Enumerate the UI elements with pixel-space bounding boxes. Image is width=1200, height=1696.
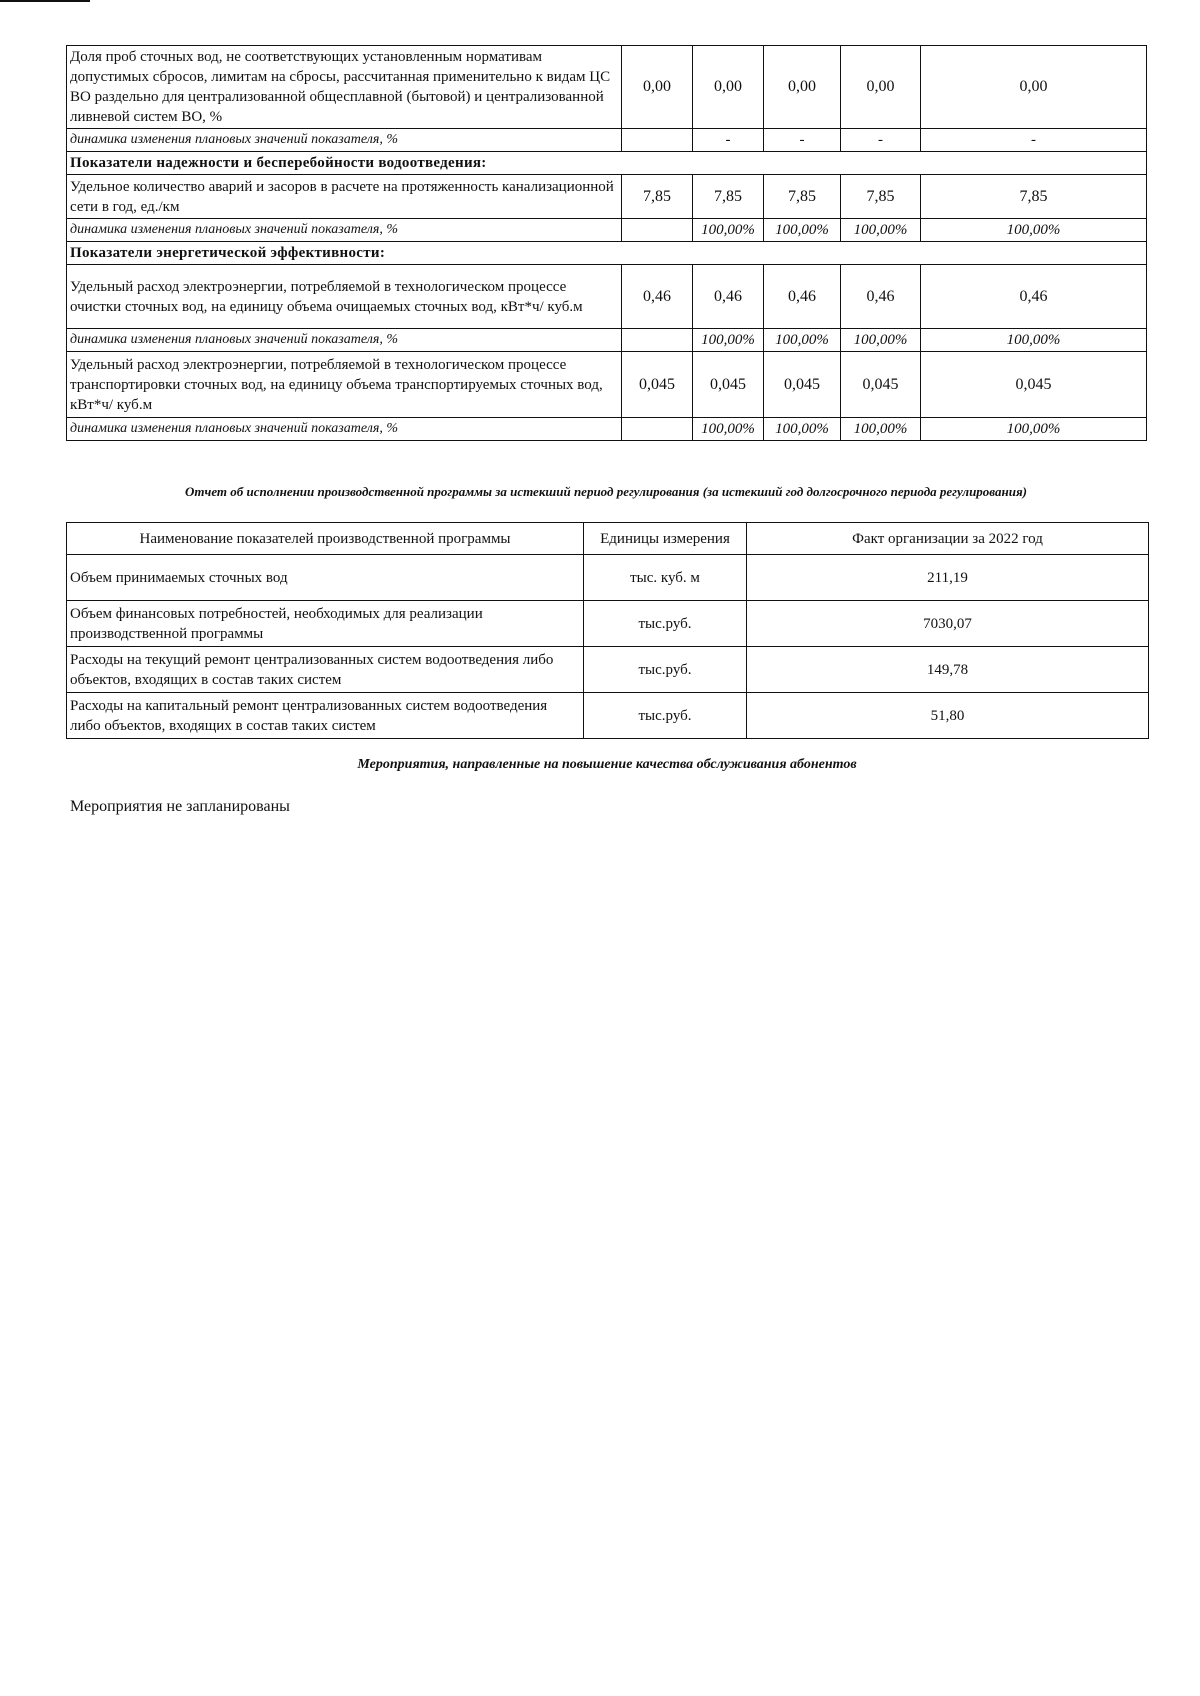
dynamics-value: 100,00%	[921, 329, 1147, 352]
dynamics-value	[622, 418, 693, 441]
column-header-unit: Единицы измерения	[584, 523, 747, 555]
table-row	[67, 352, 1147, 418]
report-row-unit: тыс. куб. м	[584, 555, 747, 601]
table-row	[67, 46, 1147, 129]
dynamics-value: 100,00%	[693, 418, 764, 441]
measures-heading: Мероприятия, направленные на повышение качества обслуживания абонентов	[357, 757, 857, 772]
report-row	[67, 693, 1149, 739]
table-row	[67, 418, 1147, 441]
dynamics-label: динамика изменения плановых значений показателя, %	[67, 129, 622, 152]
indicator-value: 0,46	[921, 265, 1147, 329]
dynamics-value	[622, 329, 693, 352]
dynamics-value: 100,00%	[921, 219, 1147, 242]
top-rule	[0, 0, 90, 2]
dynamics-label: динамика изменения плановых значений показателя, %	[67, 418, 622, 441]
measures-text: Мероприятия не запланированы	[70, 798, 290, 815]
report-row-unit: тыс.руб.	[584, 647, 747, 693]
dynamics-value: 100,00%	[841, 418, 921, 441]
report-row-unit: тыс.руб.	[584, 601, 747, 647]
dynamics-value	[622, 219, 693, 242]
indicator-value: 0,46	[764, 265, 841, 329]
table-row	[67, 129, 1147, 152]
column-header-name: Наименование показателей производственной программы	[67, 523, 584, 555]
dynamics-value: -	[764, 129, 841, 152]
indicator-value: 7,85	[693, 175, 764, 219]
dynamics-value: 100,00%	[841, 329, 921, 352]
indicator-value: 0,045	[693, 352, 764, 418]
indicator-label: Удельный расход электроэнергии, потребляемой в технологическом процессе очистки сточных вод, на единицу объема очищаемых сточных вод, кВт*ч/ куб.м	[67, 265, 622, 329]
dynamics-value: 100,00%	[764, 329, 841, 352]
dynamics-value: -	[693, 129, 764, 152]
report-row-name: Объем финансовых потребностей, необходимых для реализации производственной программы	[67, 601, 584, 647]
report-row	[67, 555, 1149, 601]
indicator-label: Удельное количество аварий и засоров в расчете на протяженность канализационной сети в год, ед./км	[67, 175, 622, 219]
report-heading: Отчет об исполнении производственной программы за истекший период регулирования (за истекший год долгосрочного периода регулирования)	[185, 484, 1027, 499]
section-title: Показатели надежности и бесперебойности водоотведения:	[67, 152, 1147, 175]
indicator-value: 0,00	[921, 46, 1147, 129]
indicator-label: Удельный расход электроэнергии, потребляемой в технологическом процессе транспортировки сточных вод, на единицу объема транспортируемых сточных вод, кВт*ч/ куб.м	[67, 352, 622, 418]
report-row-fact: 51,80	[747, 693, 1149, 739]
dynamics-value: 100,00%	[693, 329, 764, 352]
section-title: Показатели энергетической эффективности:	[67, 242, 1147, 265]
report-row-name: Объем принимаемых сточных вод	[67, 555, 584, 601]
dynamics-value: -	[921, 129, 1147, 152]
indicator-value: 0,00	[693, 46, 764, 129]
table-row	[67, 265, 1147, 329]
report-row-fact: 149,78	[747, 647, 1149, 693]
indicator-value: 0,045	[841, 352, 921, 418]
table-row	[67, 175, 1147, 219]
dynamics-value: 100,00%	[693, 219, 764, 242]
indicator-value: 0,46	[622, 265, 693, 329]
indicator-value: 7,85	[921, 175, 1147, 219]
dynamics-label: динамика изменения плановых значений показателя, %	[67, 219, 622, 242]
section-row	[67, 242, 1147, 265]
indicator-value: 0,045	[921, 352, 1147, 418]
dynamics-value: 100,00%	[764, 219, 841, 242]
indicator-label: Доля проб сточных вод, не соответствующих установленным нормативам допустимых сбросов, лимитам на сбросы, рассчитанная применительно к видам ЦС ВО раздельно для централизованной общесплавной (бытовой) и централизованной ливневой систем ВО, %	[67, 46, 622, 129]
indicator-value: 7,85	[841, 175, 921, 219]
report-row	[67, 601, 1149, 647]
indicator-value: 0,045	[764, 352, 841, 418]
dynamics-value: 100,00%	[921, 418, 1147, 441]
indicator-value: 0,46	[841, 265, 921, 329]
dynamics-value: -	[841, 129, 921, 152]
indicators-table	[66, 45, 1147, 441]
report-row	[67, 647, 1149, 693]
indicator-value: 0,46	[693, 265, 764, 329]
report-table	[66, 522, 1149, 739]
report-row-fact: 211,19	[747, 555, 1149, 601]
indicator-value: 0,00	[841, 46, 921, 129]
report-row-unit: тыс.руб.	[584, 693, 747, 739]
report-header-row	[67, 523, 1149, 555]
indicator-value: 0,00	[764, 46, 841, 129]
dynamics-label: динамика изменения плановых значений показателя, %	[67, 329, 622, 352]
dynamics-value	[622, 129, 693, 152]
section-row	[67, 152, 1147, 175]
column-header-fact: Факт организации за 2022 год	[747, 523, 1149, 555]
report-row-name: Расходы на капитальный ремонт централизованных систем водоотведения либо объектов, входящих в состав таких систем	[67, 693, 584, 739]
dynamics-value: 100,00%	[764, 418, 841, 441]
table-row	[67, 219, 1147, 242]
table-row	[67, 329, 1147, 352]
indicator-value: 0,045	[622, 352, 693, 418]
indicator-value: 0,00	[622, 46, 693, 129]
dynamics-value: 100,00%	[841, 219, 921, 242]
indicator-value: 7,85	[622, 175, 693, 219]
report-row-name: Расходы на текущий ремонт централизованных систем водоотведения либо объектов, входящих в состав таких систем	[67, 647, 584, 693]
report-row-fact: 7030,07	[747, 601, 1149, 647]
indicator-value: 7,85	[764, 175, 841, 219]
